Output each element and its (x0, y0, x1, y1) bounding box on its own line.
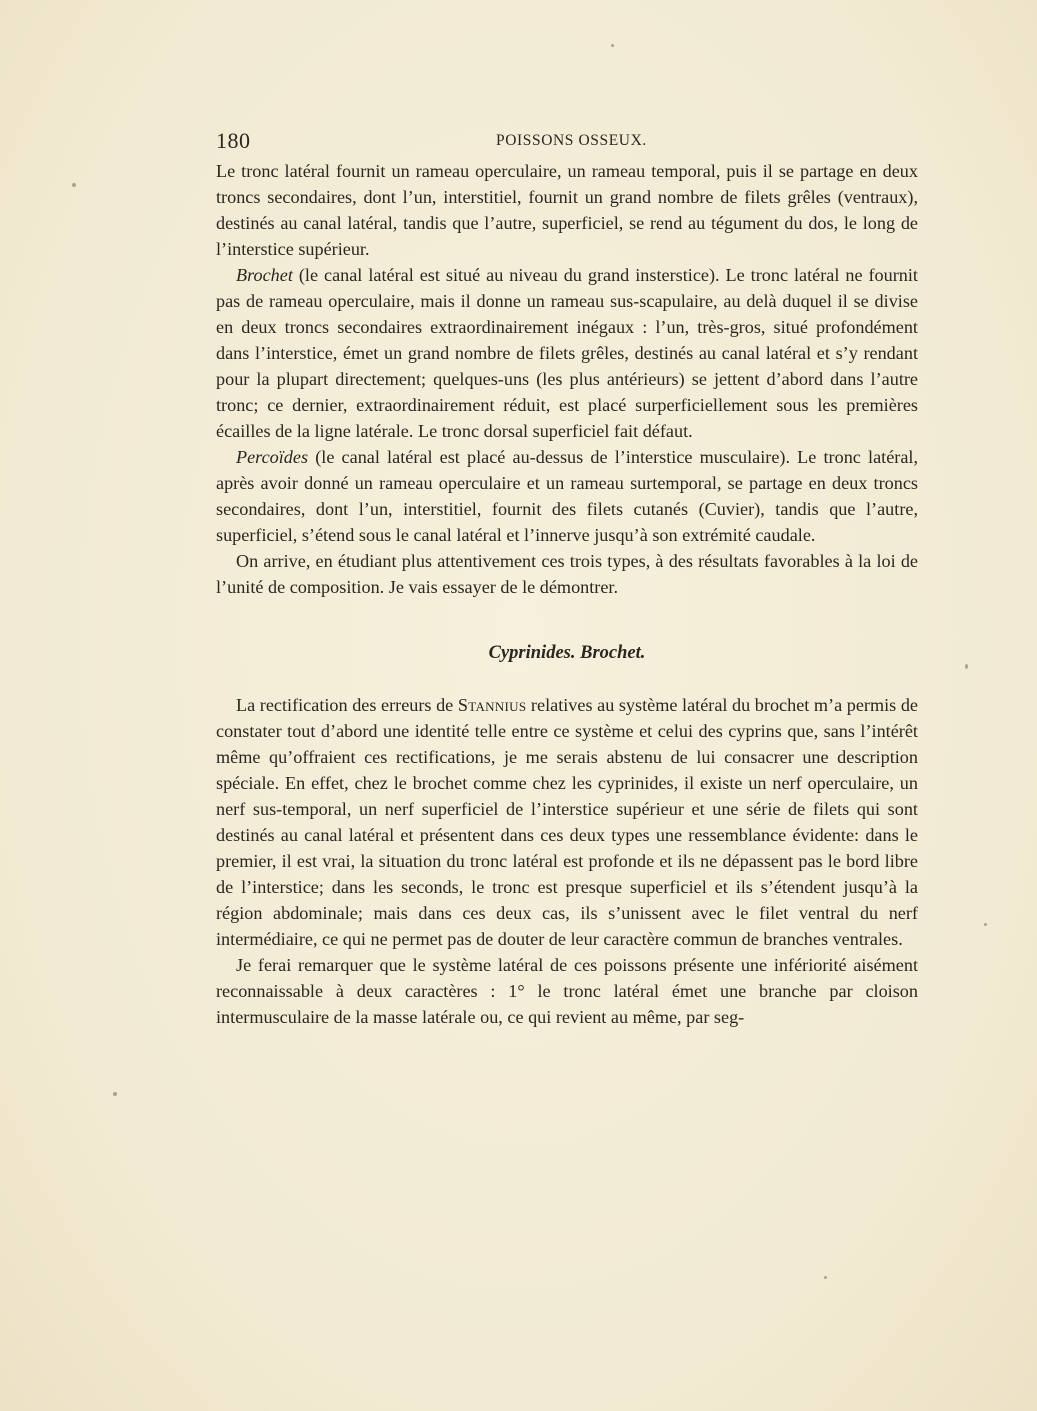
paragraph (216, 548, 918, 600)
scan-speck (965, 664, 968, 669)
paragraph (216, 444, 918, 548)
body-text (216, 158, 918, 1030)
paragraph-text: (le canal latéral est situé au niveau du grand insterstice). Le tronc latéral ne fournit pas de rameau operculaire, mais il donne un rameau sus-scapulaire, au delà duquel il se divise en deux troncs secondaires extraordinairement inégaux : l’un, très-gros, situé profondément dans l’interstice, émet un grand nombre de filets grêles, destinés au canal latéral et s’y rendant pour la plupart directement; quelques-uns (les plus antérieurs) se jettent d’abord dans l’autre tronc; ce dernier, extraordinairement réduit, est placé surperficiellement sous les premières écailles de la ligne latérale. Le tronc dorsal superficiel fait défaut. (216, 265, 918, 441)
author-name: Stannius (457, 695, 527, 715)
scan-speck (984, 923, 987, 926)
page-number: 180 (216, 128, 251, 153)
scan-speck (72, 183, 76, 187)
scan-speck (824, 1276, 827, 1279)
paragraph (216, 262, 918, 444)
paragraph (216, 692, 918, 952)
paragraph-text: (le canal latéral est placé au-dessus de l’interstice musculaire). Le tronc latéral, après avoir donné un rameau operculaire et un rameau surtemporal, se partage en deux troncs secondaires, dont l’un, interstitiel, fournit des filets cutanés (Cuvier), tandis que l’autre, superficiel, s’étend sous le canal latéral et l’innerve jusqu’à son extrémité caudale. (216, 447, 918, 545)
paragraph-text: On arrive, en étudiant plus attentivement ces trois types, à des résultats favorables à la loi de l’unité de composition. Je vais essayer de le démontrer. (216, 551, 918, 597)
section-heading: Cyprinides. Brochet. (488, 643, 646, 663)
scan-speck (611, 44, 614, 47)
paragraph (216, 952, 918, 1030)
running-head: POISSONS OSSEUX. (496, 132, 647, 149)
paragraph-text: La rectification des erreurs de (236, 695, 458, 715)
paragraph (216, 158, 918, 262)
paragraph-text: Je ferai remarquer que le système latéral de ces poissons présente une infériorité aisément reconnaissable à deux caractères : 1° le tronc latéral émet une branche par cloison intermusculaire de la masse latérale ou, ce qui revient au même, par seg- (216, 955, 918, 1027)
paragraph-text: Le tronc latéral fournit un rameau operculaire, un rameau temporal, puis il se partage en deux troncs secondaires, dont l’un, interstitiel, fournit un grand nombre de filets grêles (ventraux), destinés au canal latéral, tandis que l’autre, superficiel, se rend au tégument du dos, le long de l’interstice supérieur. (216, 161, 918, 259)
paragraph-lead-term: Percoïdes (236, 447, 309, 467)
page-header (216, 128, 918, 154)
scan-speck (113, 1092, 117, 1096)
paragraph-lead-term: Brochet (236, 265, 293, 285)
paragraph-text: relatives au système latéral du brochet m’a permis de constater tout d’abord une identité telle entre ce système et celui des cyprins que, sans l’intérêt même qu’offraient ces rectifications, je me serais abstenu de lui consacrer une description spéciale. En effet, chez le brochet comme chez les cyprinides, il existe un nerf operculaire, un nerf sus-temporal, un nerf superficiel de l’interstice supérieur et une série de filets qui sont destinés au canal latéral et présentent dans ces deux types une ressemblance évidente: dans le premier, il est vrai, la situation du tronc latéral est profonde et ils ne dépassent pas le bord libre de l’interstice; dans les seconds, le tronc est presque superficiel et ils s’étendent jusqu’à la région abdominale; mais dans ces deux cas, ils s’unissent avec le filet ventral du nerf intermédiaire, ce qui ne permet pas de douter de leur caractère commun de branches ventrales. (216, 695, 919, 949)
